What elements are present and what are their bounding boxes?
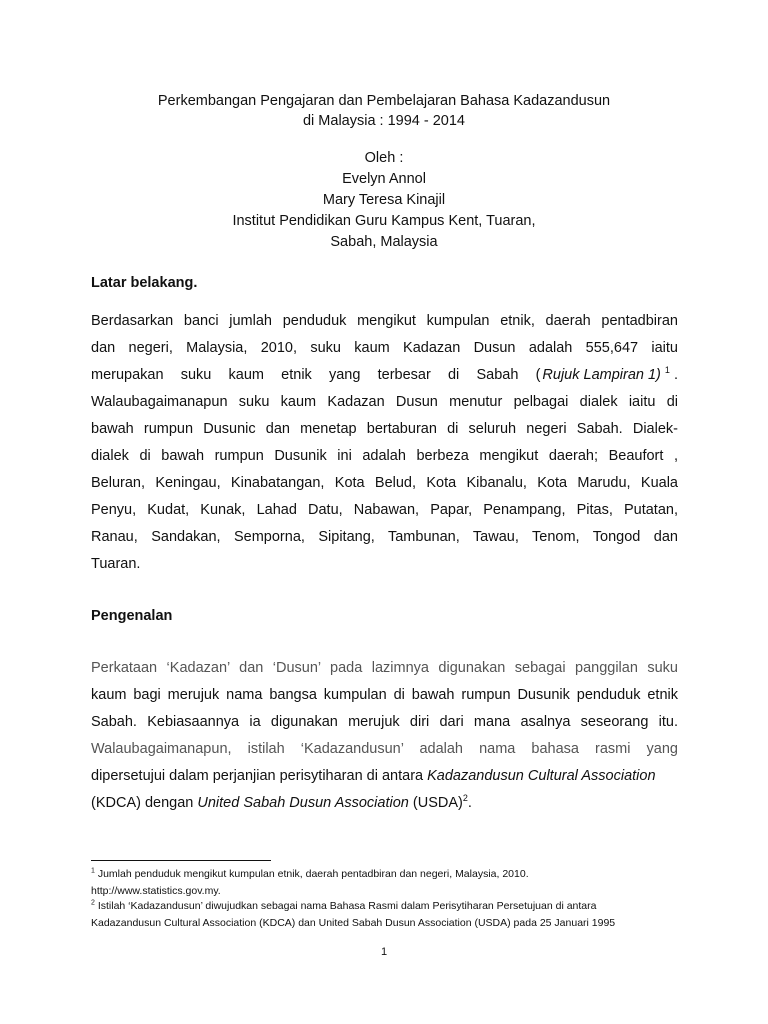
title-line-2: di Malaysia : 1994 - 2014 [302,113,465,129]
section-heading-latar-belakang: Latar belakang. [91,275,198,291]
paragraph-line: Penyu, Kudat, Kunak, Lahad Datu, Nabawan, Papar, Penampang, Pitas, Putatan, [91,502,678,518]
ref-lampiran-italic: Rujuk Lampiran 1) [542,367,661,383]
paragraph-line-with-ref [91,362,678,389]
paragraph-line: Walaubagaimanapun suku kaum Kadazan Dusun menutur pelbagai dialek iaitu di [91,394,678,410]
author-location: Sabah, Malaysia [330,234,438,250]
ref-end: . [673,367,678,383]
paragraph-line: Ranau, Sandakan, Semporna, Sipitang, Tambunan, Tawau, Tenom, Tongod dan [91,529,678,545]
paragraph-line: bawah rumpun Dusunic dan menetap bertaburan di seluruh negeri Sabah. Dialek- [91,421,678,437]
paragraph-line: Walaubagaimanapun, istilah ‘Kadazandusun’ adalah nama bahasa rasmi yang [91,741,678,757]
footnote-2-line-2: Kadazandusun Cultural Association (KDCA) dan United Sabah Dusun Association (USDA) pada 25 Januari 1995 [91,917,616,929]
footnote-1-url: http://www.statistics.gov.my. [91,885,221,897]
ref-sup: 1 [664,365,670,376]
paragraph-line-with-org [91,763,678,790]
ref-lampiran [542,362,678,389]
line-end: (USDA) [408,795,463,811]
paragraph-line: Perkataan ‘Kadazan’ dan ‘Dusun’ pada lazimnya digunakan sebagai panggilan suku [91,660,678,676]
page-number: 1 [380,946,388,958]
author-1: Evelyn Annol [342,171,426,187]
paragraph-line-text: dipersetujui dalam perjanjian perisytiharan di antara [91,768,428,784]
line-start: (KDCA) dengan [91,795,198,811]
footnote-divider [91,860,271,861]
org-usda: United Sabah Dusun Association [197,795,409,811]
footnote-ref-2: 2 [462,793,468,804]
author-2: Mary Teresa Kinajil [322,192,446,208]
paragraph-line: Sabah. Kebiasaannya ia digunakan merujuk diri dari mana asalnya seseorang itu. [91,714,678,730]
footnote-1-line-1 [91,866,691,883]
footnote-2-text: Istilah ‘Kadazandusun’ diwujudkan sebagai nama Bahasa Rasmi dalam Perisytiharan Persetujuan di antara [94,900,597,912]
paragraph-line: Beluran, Keningau, Kinabatangan, Kota Belud, Kota Kibanalu, Kota Marudu, Kuala [91,475,678,491]
paragraph-line-text: merupakan suku kaum etnik yang terbesar di Sabah ( [91,367,541,383]
section-heading-pengenalan: Pengenalan [91,608,173,624]
paragraph-line: dan negeri, Malaysia, 2010, suku kaum Kadazan Dusun adalah 555,647 iaitu [91,340,678,356]
author-by: Oleh : [364,150,404,166]
paragraph-line: Berdasarkan banci jumlah penduduk mengikut kumpulan etnik, daerah pentadbiran [91,313,678,329]
paragraph-line-last [91,790,678,817]
paragraph-line: dialek di bawah rumpun Dusunik ini adalah berbeza mengikut daerah; Beaufort , [91,448,678,464]
paragraph-latar-belakang [91,308,678,578]
author-institution: Institut Pendidikan Guru Kampus Kent, Tuaran, [232,213,536,229]
footnote-1-mark: 1 [91,867,95,875]
org-kdca: Kadazandusun Cultural Association [427,768,656,784]
paragraph-line: Tuaran. [91,556,141,572]
footnote-1-text: Jumlah penduduk mengikut kumpulan etnik, daerah pentadbiran dan negeri, Malaysia, 2010. [94,868,529,880]
line-period: . [467,795,472,811]
footnote-2-line-1 [91,898,691,915]
paragraph-line: kaum bagi merujuk nama bangsa kumpulan di bawah rumpun Dusunik penduduk etnik [91,687,678,703]
title-line-1: Perkembangan Pengajaran dan Pembelajaran Bahasa Kadazandusun [157,93,611,109]
paragraph-pengenalan [91,655,678,817]
footnote-2-mark: 2 [91,899,95,907]
